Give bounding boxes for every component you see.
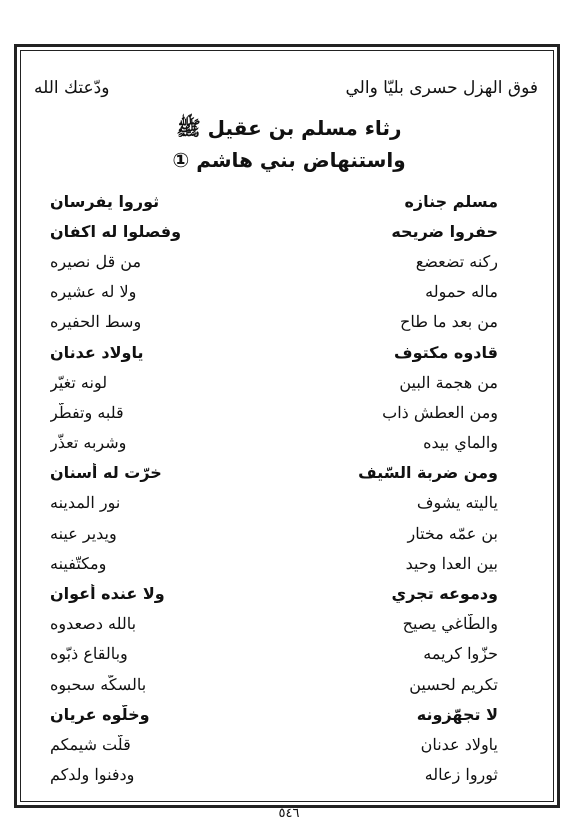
verse-first-hemistich: بين العدا وحيد — [405, 553, 498, 573]
header-right-text: فوق الهزل حسرى بليّا والي — [345, 78, 538, 98]
verse-first-hemistich: حفروا ضريحه — [391, 221, 498, 241]
verse-second-hemistich: ويدير عينه — [50, 523, 117, 543]
verse-second-hemistich: وخلّوه عريان — [50, 704, 150, 724]
verse-list — [50, 186, 498, 790]
verse-second-hemistich: ومكتّفينه — [50, 553, 107, 573]
verse-row — [50, 548, 498, 578]
verse-row — [50, 488, 498, 518]
verse-second-hemistich: وفصلوا له اكفان — [50, 221, 182, 241]
verse-row — [50, 367, 498, 397]
verse-second-hemistich: قلبه وتفطّر — [50, 402, 124, 422]
verse-second-hemistich: نور المدينه — [50, 493, 121, 513]
verse-first-hemistich: ثوروا زعاله — [424, 765, 498, 785]
verse-second-hemistich: ثوروا يفرسان — [50, 191, 160, 211]
verse-second-hemistich: قلّت شيمكم — [50, 734, 131, 754]
verse-second-hemistich: بالله دصعدوه — [50, 614, 137, 634]
verse-second-hemistich: ودفنوا ولدكم — [50, 765, 135, 785]
poem-title: رثاء مسلم بن عقيل ﷺ — [176, 116, 402, 140]
verse-first-hemistich: من هجمة البين — [399, 372, 498, 392]
verse-first-hemistich: قادوه مكتوف — [393, 342, 498, 362]
verse-row — [50, 246, 498, 276]
poem-subtitle: واستنهاض بني هاشم ① — [172, 148, 406, 172]
verse-first-hemistich: ياليته يشوف — [416, 493, 498, 513]
verse-first-hemistich: تكريم لحسين — [409, 674, 498, 694]
verse-first-hemistich: والطّاغي يصيح — [402, 614, 498, 634]
page-number: ٥٤٦ — [278, 806, 300, 821]
verse-first-hemistich: ومن ضربة السّيف — [358, 463, 498, 483]
verse-first-hemistich: حزّوا كريمه — [423, 644, 498, 664]
verse-first-hemistich: والماي بيده — [423, 433, 498, 453]
verse-second-hemistich: لونه تغيّر — [50, 372, 108, 392]
verse-second-hemistich: ولا عنده أعوان — [50, 584, 165, 604]
verse-first-hemistich: ياولاد عدنان — [420, 734, 498, 754]
running-header — [34, 74, 538, 102]
verse-second-hemistich: وسط الحفيره — [50, 312, 142, 332]
verse-row — [50, 186, 498, 216]
verse-row — [50, 518, 498, 548]
verse-first-hemistich: لا تجهّزونه — [416, 704, 498, 724]
verse-row — [50, 729, 498, 759]
verse-row — [50, 216, 498, 246]
verse-second-hemistich: خرّت له أسنان — [50, 463, 162, 483]
verse-first-hemistich: من بعد ما طاح — [400, 312, 498, 332]
verse-second-hemistich: وشربه تعذّر — [50, 433, 127, 453]
verse-row — [50, 428, 498, 458]
verse-row — [50, 639, 498, 669]
verse-row — [50, 760, 498, 790]
verse-first-hemistich: ودموعه تجري — [391, 584, 498, 604]
verse-row — [50, 307, 498, 337]
verse-second-hemistich: بالسكّه سحبوه — [50, 674, 147, 694]
verse-row — [50, 578, 498, 608]
verse-first-hemistich: مسلم جنازه — [404, 191, 498, 211]
verse-first-hemistich: ومن العطش ذاب — [382, 402, 498, 422]
verse-first-hemistich: ماله حموله — [425, 282, 498, 302]
verse-row — [50, 397, 498, 427]
verse-row — [50, 337, 498, 367]
verse-first-hemistich: ركنه تضعضع — [415, 251, 498, 271]
verse-row — [50, 609, 498, 639]
verse-first-hemistich: بن عمّه مختار — [407, 523, 498, 543]
verse-row — [50, 277, 498, 307]
verse-row — [50, 669, 498, 699]
verse-second-hemistich: وبالقاع ذبّوه — [50, 644, 128, 664]
verse-second-hemistich: ولا له عشيره — [50, 282, 137, 302]
header-left-text: ودّعتك الله — [34, 78, 110, 98]
verse-second-hemistich: ياولاد عدنان — [50, 342, 144, 362]
verse-row — [50, 699, 498, 729]
verse-row — [50, 458, 498, 488]
verse-second-hemistich: من قل نصيره — [50, 251, 142, 271]
